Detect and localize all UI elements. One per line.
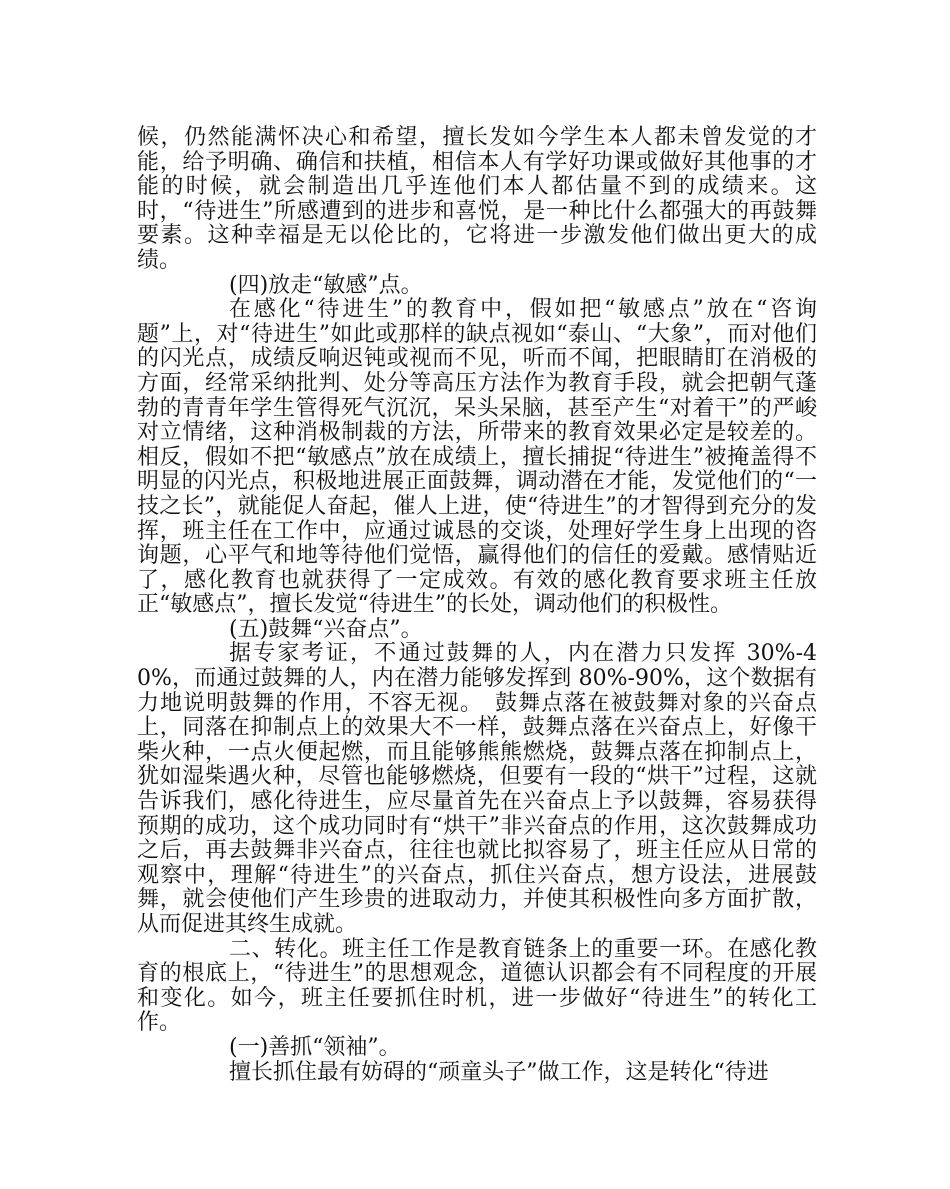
paragraph-encouragement: 据专家考证，不通过鼓舞的人，内在潜力只发挥 30%-40%，而通过鼓舞的人，内在潜力能够发挥到 80%-90%，这个数据有力地说明鼓舞的作用，不容无视。 鼓舞点落在被鼓舞对象的兴奋点上，同落在抑制点上的效果大不一样，鼓舞点落在兴奋点上，好像干柴火种，一点火便起燃，而且能够熊熊燃烧，鼓舞点落在抑制点上，犹如湿柴遇火种，尽管也能够燃烧，但要有一段的“烘干”过程，这就告诉我们，感化待进生，应尽量首先在兴奋点上予以鼓舞，容易获得预期的成功，这个成功同时有“烘干”非兴奋点的作用，这次鼓舞成功之后，再去鼓舞非兴奋点，往往也就比拟容易了，班主任应从日常的观察中，理解“待进生”的兴奋点，抓住兴奋点，想方设法，进展鼓舞，就会使他们产生珍贵的进取动力，并使其积极性向多方面扩散，从而促进其终生成就。 [137,641,817,937]
document-body [137,126,817,1085]
section-heading-1: (一)善抓“领袖”。 [229,1034,401,1060]
section-heading-4: (四)放走“敏感”点。 [229,272,423,298]
paragraph-leader: 擅长抓住最有妨碍的“顽童头子”做工作，这是转化“待进 [229,1059,769,1085]
section-heading-5: (五)鼓舞“兴奋点”。 [229,616,423,642]
paragraph-continuation: 候，仍然能满怀决心和希望，擅长发如今学生本人都未曾发觉的才能，给予明确、确信和扶植，相信本人有学好功课或做好其他事的才能的时候，就会制造出几乎连他们本人都估量不到的成绩来。这时，“待进生”所感遭到的进步和喜悦，是一种比什么都强大的再鼓舞要素。这种幸福是无以伦比的，它将进一步激发他们做出更大的成绩。 [137,125,817,273]
paragraph-sensitivity: 在感化“待进生”的教育中，假如把“敏感点”放在“咨询题”上，对“待进生”如此或那样的缺点视如“泰山、“大象”，而对他们的闪光点，成绩反响迟钝或视而不见，听而不闻，把眼睛盯在消极的方面，经常采纳批判、处分等高压方法作为教育手段，就会把朝气蓬勃的青青年学生管得死气沉沉，呆头呆脑，甚至产生“对着干”的严峻对立情绪，这种消极制裁的方法，所带来的教育效果必定是较差的。相反，假如不把“敏感点”放在成绩上，擅长捕捉“待进生”被掩盖得不明显的闪光点，积极地进展正面鼓舞，调动潜在才能，发觉他们的“一技之长”，就能促人奋起，催人上进，使“待进生”的才智得到充分的发挥，班主任在工作中，应通过诚恳的交谈，处理好学生身上出现的咨询题，心平气和地等待他们觉悟，赢得他们的信任的爱戴。感情贴近了，感化教育也就获得了一定成效。有效的感化教育要求班主任放正“敏感点”，擅长发觉“待进生”的长处，调动他们的积极性。 [137,297,817,618]
paragraph-transformation: 二、转化。班主任工作是教育链条上的重要一环。在感化教育的根底上，“待进生”的思想观念，道德认识都会有不同程度的开展和变化。如今，班主任要抓住时机，进一步做好“待进生”的转化工作。 [137,936,817,1036]
